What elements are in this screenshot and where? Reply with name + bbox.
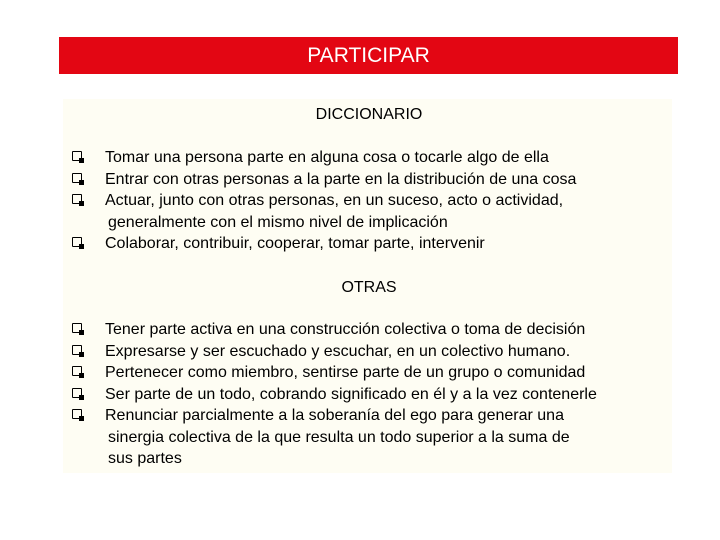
list-item: Tener parte activa en una construcción colectiva o toma de decisión [72,319,597,341]
section-heading-otras: OTRAS [341,279,397,296]
list-item: Actuar, junto con otras personas, en un suceso, acto o actividad, generalmente con el mismo nivel de implicación [72,190,576,233]
checkbox-bullet-icon [72,173,82,183]
title-banner [59,37,678,74]
checkbox-bullet-icon [72,151,82,161]
otras-list [72,319,597,470]
checkbox-bullet-icon [72,194,82,204]
checkbox-bullet-icon [72,388,82,398]
diccionario-list [72,147,576,255]
checkbox-bullet-icon [72,409,82,419]
checkbox-bullet-icon [72,323,82,333]
list-item: Entrar con otras personas a la parte en la distribución de una cosa [72,169,576,191]
checkbox-bullet-icon [72,237,82,247]
list-item: Renunciar parcialmente a la soberanía del ego para generar una sinergia colectiva de la que resulta un todo superior a la suma de sus partes [72,405,597,470]
checkbox-bullet-icon [72,345,82,355]
list-item: Pertenecer como miembro, sentirse parte de un grupo o comunidad [72,362,597,384]
list-item: Ser parte de un todo, cobrando significado en él y a la vez contenerle [72,384,597,406]
checkbox-bullet-icon [72,366,82,376]
section-heading-diccionario: DICCIONARIO [315,106,423,123]
list-item: Colaborar, contribuir, cooperar, tomar parte, intervenir [72,233,576,255]
list-item: Tomar una persona parte en alguna cosa o tocarle algo de ella [72,147,576,169]
page-title: PARTICIPAR [307,43,430,67]
list-item: Expresarse y ser escuchado y escuchar, en un colectivo humano. [72,341,597,363]
